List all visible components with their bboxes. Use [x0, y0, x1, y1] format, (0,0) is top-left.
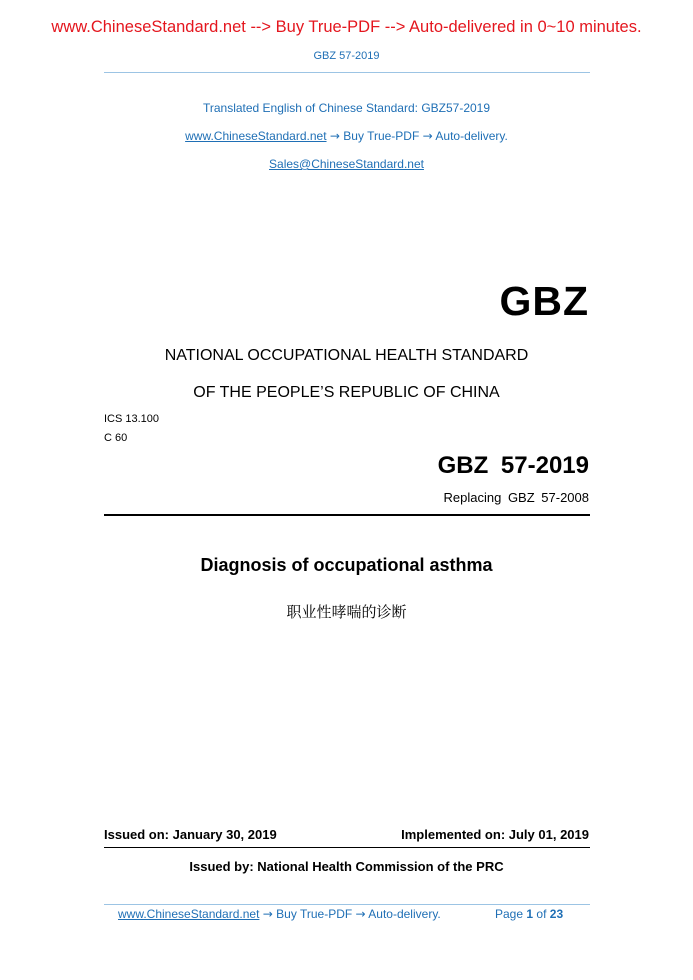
footer-purchase-line: [118, 907, 441, 921]
footer-site-link[interactable]: www.ChineseStandard.net: [118, 907, 260, 921]
title-en: Diagnosis of occupational asthma: [200, 555, 493, 575]
arrow-icon: →: [262, 907, 273, 921]
header-rule: [104, 72, 590, 73]
site-link[interactable]: www.ChineseStandard.net: [185, 129, 327, 143]
buy-link[interactable]: Buy True-PDF: [343, 129, 420, 143]
arrow-icon: →: [422, 129, 433, 143]
ccs-code: C 60: [104, 432, 128, 444]
standard-number: GBZ 57-2019: [437, 452, 589, 479]
purchase-line: [0, 129, 693, 143]
national-standard-line2: OF THE PEOPLE’S REPUBLIC OF CHINA: [193, 384, 500, 401]
page-word: Page: [495, 907, 524, 921]
page-total: 23: [549, 907, 564, 921]
email-link[interactable]: Sales@ChineseStandard.net: [269, 157, 424, 171]
title-cn: 职业性哮喘的诊断: [286, 603, 407, 621]
dates-rule: [104, 847, 590, 848]
arrow-icon: →: [329, 129, 340, 143]
national-standard-line1: NATIONAL OCCUPATIONAL HEALTH STANDARD: [164, 347, 529, 364]
of-word: of: [536, 907, 547, 921]
header-code: GBZ 57-2019: [313, 50, 380, 62]
footer-buy-link[interactable]: Buy True-PDF: [276, 907, 353, 921]
translation-line: Translated English of Chinese Standard: GBZ57-2019: [202, 101, 491, 115]
arrow-icon: →: [355, 907, 366, 921]
implemented-on: Implemented on: July 01, 2019: [401, 827, 589, 842]
page-indicator: [495, 907, 563, 921]
page-number: 1: [526, 907, 534, 921]
gbz-logo: GBZ: [499, 278, 589, 324]
delivery-text: Auto-delivery.: [435, 129, 508, 143]
replacing-note: Replacing GBZ 57-2008: [443, 490, 589, 505]
top-banner[interactable]: www.ChineseStandard.net --> Buy True-PDF --> Auto-delivered in 0~10 minutes.: [51, 18, 642, 36]
email-line: [0, 157, 693, 171]
footer-delivery-text: Auto-delivery.: [368, 907, 441, 921]
title-rule: [104, 514, 590, 516]
ics-code: ICS 13.100: [104, 413, 160, 425]
footer-rule: [104, 904, 590, 905]
issued-on: Issued on: January 30, 2019: [104, 827, 277, 842]
issued-by: Issued by: National Health Commission of the PRC: [189, 859, 504, 874]
